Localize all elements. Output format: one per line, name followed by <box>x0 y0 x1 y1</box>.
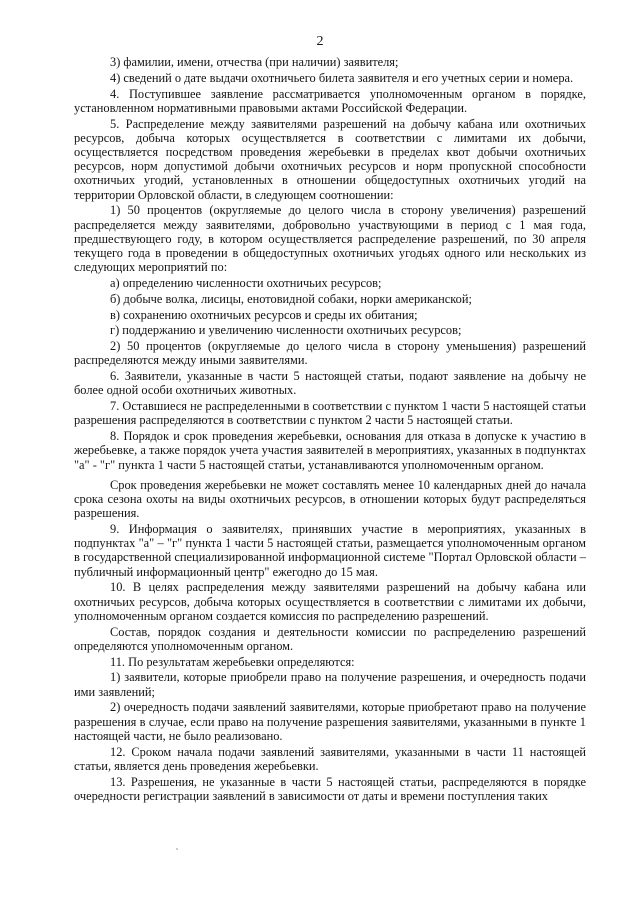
document-body <box>74 55 586 805</box>
paragraph-5-1-b: б) добыче волка, лисицы, енотовидной собаки, норки американской; <box>110 291 472 306</box>
paragraph-5-1-a: а) определению численности охотничьих ресурсов; <box>110 276 382 291</box>
paragraph-article-8: 8. Порядок и срок проведения жеребьевки, основания для отказа в допуске к участию в жеребьевке, а также порядок учета участия заявителей в мероприятиях, указанных в подпунктах "а" - "г" пункта 1 части 5 настоящей статьи, устанавливаются уполномоченным органом. <box>74 429 586 472</box>
paragraph-article-13: 13. Разрешения, не указанные в части 5 настоящей статьи, распределяются в порядке очередности регистрации заявлений в зависимости от даты и времени поступления таких <box>74 774 586 803</box>
paragraph-article-6: 6. Заявители, указанные в части 5 настоящей статьи, подают заявление на добычу не более одной особи охотничьих животных. <box>74 369 586 398</box>
paragraph-article-5: 5. Распределение между заявителями разрешений на добычу кабана или охотничьих ресурсов, добыча которых осуществляется в соответствии с лимитами их добычи, осуществляется посредством проведения жеребьевки в пределах квот добычи охотничьих ресурсов, норм допустимой добычи охотничьих ресурсов и норм пропускной способности охотничьих угодий, установленных в отношении общедоступных охотничьих угодий на территории Орловской области, в следующем соотношении: <box>74 116 586 202</box>
paragraph-article-11: 11. По результатам жеребьевки определяются: <box>110 654 355 669</box>
paragraph-article-12: 12. Сроком начала подачи заявлений заявителями, указанными в части 11 настоящей статьи, является день проведения жеребьевки. <box>74 744 586 773</box>
paragraph-3-full-name: 3) фамилии, имени, отчества (при наличии) заявителя; <box>110 55 399 69</box>
paragraph-5-1-v: в) сохранению охотничьих ресурсов и среды их обитания; <box>110 307 418 322</box>
paragraph-4-hunting-ticket: 4) сведений о дате выдачи охотничьего билета заявителя и его учетных серии и номера. <box>110 70 574 85</box>
paragraph-5-1-g: г) поддержанию и увеличению численности охотничьих ресурсов; <box>110 323 462 338</box>
paragraph-11-1: 1) заявители, которые приобрели право на получение разрешения, и очередность подачи ими заявлений; <box>74 670 586 699</box>
paragraph-5-2: 2) 50 процентов (округляемые до целого числа в сторону уменьшения) разрешений распределяются между иными заявителями. <box>74 339 586 368</box>
scan-speck <box>176 848 178 850</box>
paragraph-lottery-term: Срок проведения жеребьевки не может составлять менее 10 календарных дней до начала срока сезона охоты на виды охотничьих ресурсов, в отношении которых будут распределяться разрешения. <box>74 477 586 521</box>
paragraph-5-1: 1) 50 процентов (округляемые до целого числа в сторону увеличения) разрешений распределяется между заявителями, добровольно участвующими в период с 1 мая года, предшествующего году, в котором осуществляется распределение разрешений, по 30 апреля текущего года в проведении в общедоступных охотничьих угодьях одного или нескольких из следующих мероприятий по: <box>74 203 586 275</box>
paragraph-article-4: 4. Поступившее заявление рассматривается уполномоченным органом в порядке, установленном нормативными правовыми актами Российской Федерации. <box>74 86 586 115</box>
page-number: 2 <box>316 34 324 49</box>
paragraph-article-9: 9. Информация о заявителях, принявших участие в мероприятиях, указанных в подпунктах "а" – "г" пункта 1 части 5 настоящей статьи, размещается уполномоченным органом в государственной специализированной информационной системе "Портал Орловской области – публичный информационный центр" ежегодно до 15 мая. <box>74 522 586 579</box>
paragraph-commission: Состав, порядок создания и деятельности комиссии по распределению разрешений определяются уполномоченным органом. <box>74 624 586 653</box>
paragraph-article-7: 7. Оставшиеся не распределенными в соответствии с пунктом 1 части 5 настоящей статьи разрешения распределяются в соответствии с пунктом 2 части 5 настоящей статьи. <box>74 399 586 428</box>
paragraph-11-2: 2) очередность подачи заявлений заявителями, которые приобретают право на получение разрешения в случае, если право на получение разрешения заявителями, указанными в пункте 1 настоящей части, не было реализовано. <box>74 700 586 743</box>
paragraph-article-10: 10. В целях распределения между заявителями разрешений на добычу кабана или охотничьих ресурсов, добыча которых осуществляется в соответствии с лимитами их добычи, уполномоченным органом создается комиссия по распределению разрешений. <box>74 580 586 623</box>
